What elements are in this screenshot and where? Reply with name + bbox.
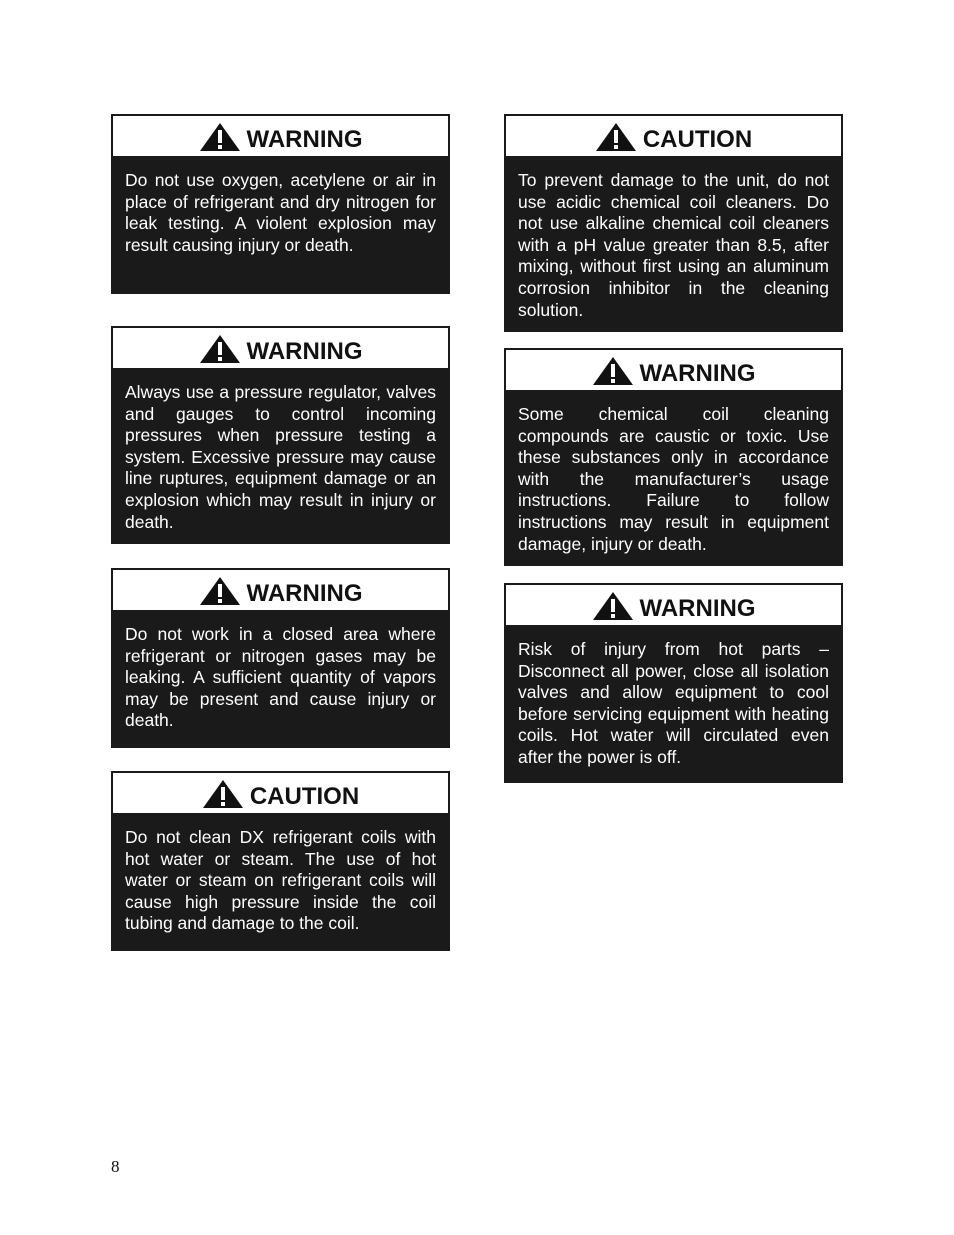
notice-text: To prevent damage to the unit, do not use acidic chemical coil cleaners. Do not use alkaline chemical coil cleaners with a pH value greater than 8.5, after mixing, without first using an aluminum corrosion inhibitor in the cleaning solution. <box>518 170 829 320</box>
warning-triangle-icon <box>592 356 634 386</box>
notice-title: CAUTION <box>249 783 360 810</box>
notice-header <box>506 585 841 625</box>
notice-header <box>113 773 448 813</box>
notice-text: Some chemical coil cleaning compounds are caustic or toxic. Use these substances only in accordance with the manufacturer’s usage instructions. Failure to follow instructions may result in equipment damage, injury or death. <box>518 404 829 554</box>
notice-title: WARNING <box>246 580 363 607</box>
warning-notice-hot-parts <box>504 583 843 783</box>
page-number: 8 <box>111 1157 120 1176</box>
notice-text: Do not work in a closed area where refrigerant or nitrogen gases may be leaking. A sufficient quantity of vapors may be present and cause injury or death. <box>125 624 436 731</box>
warning-triangle-icon <box>199 334 241 364</box>
notice-title: WARNING <box>639 595 756 622</box>
warning-notice-caustic-compounds <box>504 348 843 566</box>
notice-text: Do not use oxygen, acetylene or air in place of refrigerant and dry nitrogen for leak testing. A violent explosion may result causing injury or death. <box>125 170 436 255</box>
notice-header <box>506 350 841 390</box>
notice-text: Do not clean DX refrigerant coils with hot water or steam. The use of hot water or steam on refrigerant coils will cause high pressure inside the coil tubing and damage to the coil. <box>125 827 436 934</box>
notice-header <box>113 116 448 156</box>
warning-triangle-icon <box>199 122 241 152</box>
notice-header <box>506 116 841 156</box>
notice-text: Risk of injury from hot parts – Disconnect all power, close all isolation valves and allow equipment to cool before servicing equipment with heating coils. Hot water will circulated even after the power is off. <box>518 639 829 767</box>
notice-title: WARNING <box>246 126 363 153</box>
warning-triangle-icon <box>202 779 244 809</box>
warning-triangle-icon <box>592 591 634 621</box>
notice-title: CAUTION <box>642 126 753 153</box>
caution-notice-dx-coils <box>111 771 450 951</box>
caution-notice-coil-cleaners <box>504 114 843 332</box>
warning-notice-pressure-regulator <box>111 326 450 544</box>
warning-notice-leak-testing <box>111 114 450 294</box>
notice-text: Always use a pressure regulator, valves and gauges to control incoming pressures when pressure testing a system. Excessive pressure may cause line ruptures, equipment damage or an explosion which may result in injury or death. <box>125 382 436 532</box>
notice-header <box>113 328 448 368</box>
notice-header <box>113 570 448 610</box>
warning-triangle-icon <box>199 576 241 606</box>
notice-title: WARNING <box>639 360 756 387</box>
notice-title: WARNING <box>246 338 363 365</box>
warning-notice-closed-area <box>111 568 450 748</box>
warning-triangle-icon <box>595 122 637 152</box>
